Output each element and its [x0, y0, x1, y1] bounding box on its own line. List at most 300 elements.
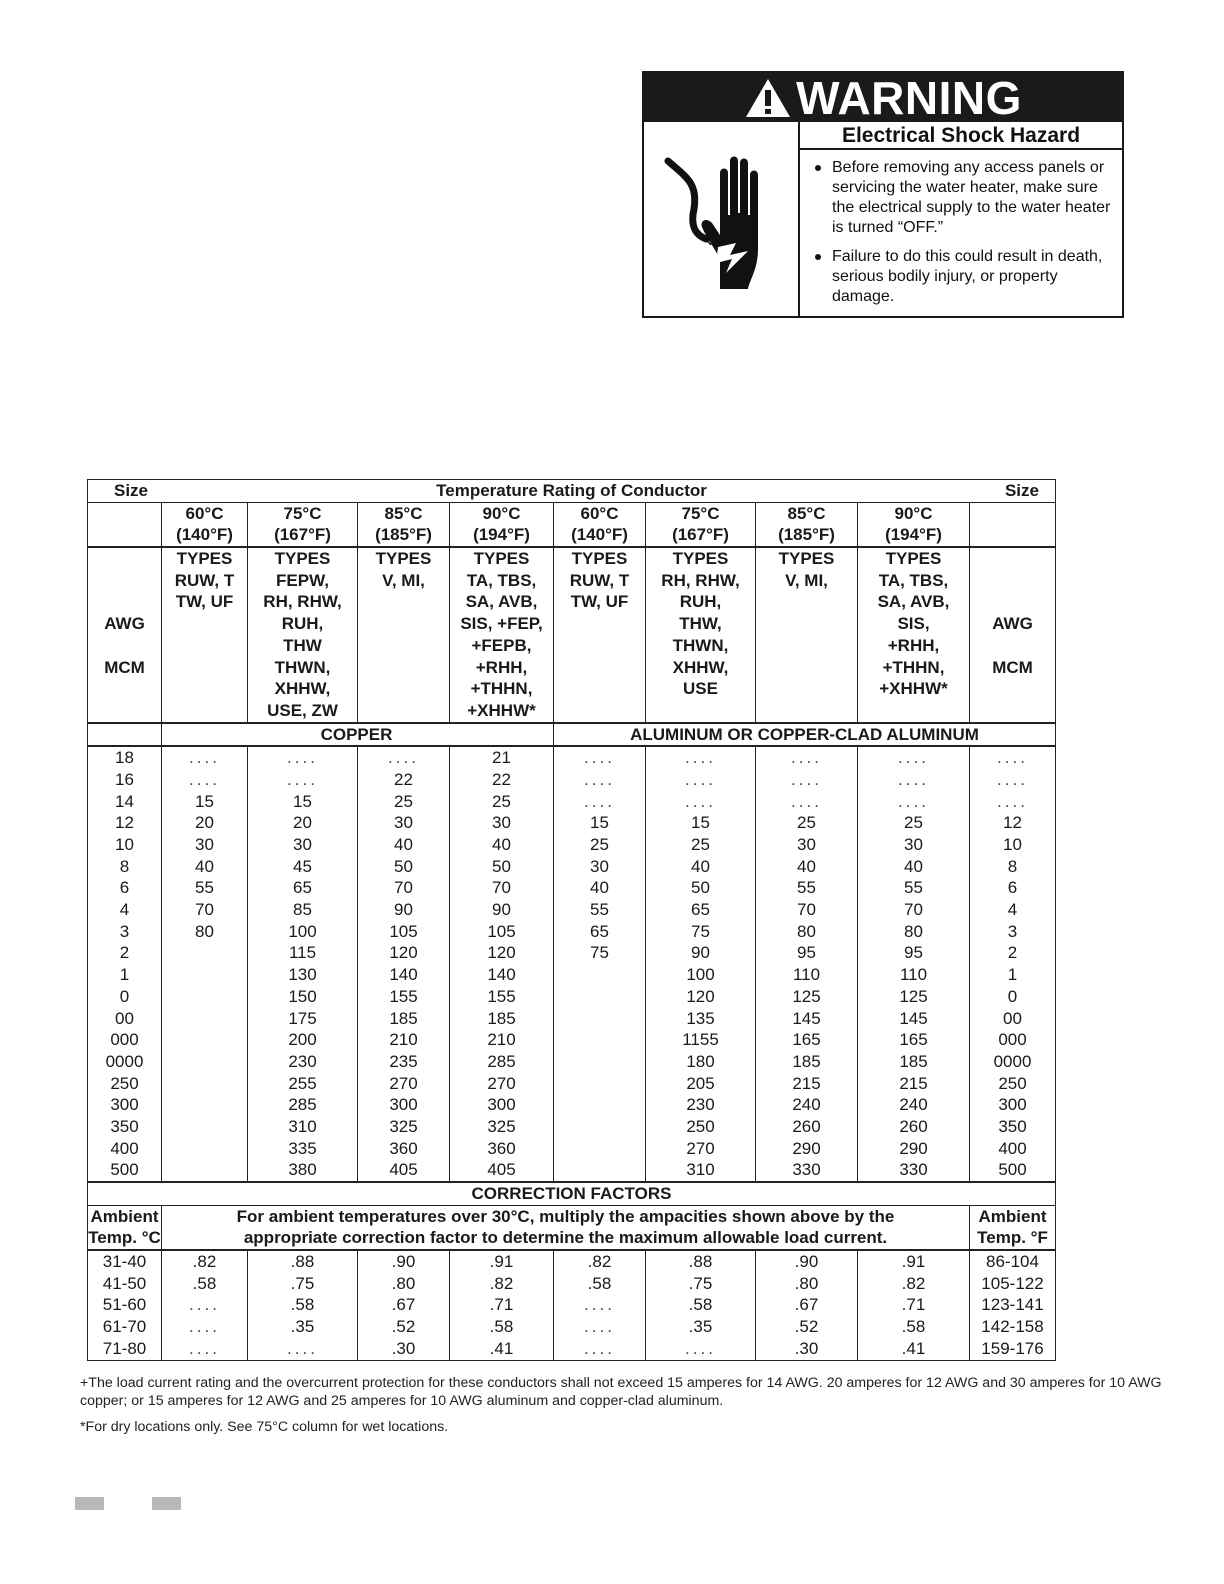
- ampacity-value: 140: [389, 965, 418, 985]
- temp-f-value: 123-141: [981, 1295, 1044, 1315]
- fahrenheit-rating: (140°F): [176, 525, 233, 545]
- conductor-types: [162, 547, 248, 723]
- aluminum-label: ALUMINUM OR COPPER-CLAD ALUMINUM: [554, 723, 1056, 747]
- size-value: 16: [115, 769, 134, 789]
- conductor-type-line: THWN,: [672, 635, 729, 655]
- temp-c-value: 61-70: [102, 1317, 147, 1337]
- correction-value: .41: [489, 1338, 514, 1358]
- ampacity-value: 70: [394, 878, 413, 898]
- ampacity-column: [646, 746, 756, 1182]
- ampacity-column: [756, 746, 858, 1182]
- conductor-type-line: V, MI,: [382, 570, 425, 590]
- ampacity-value: ....: [791, 748, 822, 768]
- ampacity-value: 130: [288, 965, 317, 985]
- size-value: 250: [110, 1073, 139, 1093]
- ampacity-value: ....: [189, 748, 220, 768]
- ampacity-value: 270: [686, 1138, 715, 1158]
- fahrenheit-rating: (140°F): [571, 525, 628, 545]
- conductor-type-line: TYPES: [274, 549, 331, 569]
- ampacity-value: 25: [394, 791, 413, 811]
- ampacity-value: 285: [288, 1095, 317, 1115]
- conductor-type-line: RUH,: [679, 592, 722, 612]
- correction-value: ....: [189, 1338, 220, 1358]
- ampacity-value: 55: [590, 900, 609, 920]
- ampacity-value: 55: [797, 878, 816, 898]
- ampacity-column: [162, 746, 248, 1182]
- ampacity-value: 25: [590, 835, 609, 855]
- correction-value: .30: [794, 1338, 819, 1358]
- ampacity-value: 405: [487, 1160, 516, 1180]
- ampacity-value: 50: [492, 856, 511, 876]
- conductor-type-line: +RHH,: [887, 635, 940, 655]
- ampacity-value: ....: [584, 791, 615, 811]
- ampacity-value: 165: [899, 1030, 928, 1050]
- correction-text-line: appropriate correction factor to determine the maximum allowable load current.: [243, 1228, 888, 1248]
- ampacity-value: 55: [195, 878, 214, 898]
- correction-value: .82: [489, 1273, 514, 1293]
- ampacity-value: 80: [904, 921, 923, 941]
- ampacity-value: 185: [899, 1051, 928, 1071]
- ampacity-value: 65: [590, 921, 609, 941]
- size-value: ....: [997, 748, 1028, 768]
- correction-value: .88: [290, 1252, 315, 1272]
- correction-value: .35: [290, 1317, 315, 1337]
- temp-f-column: [970, 1250, 1056, 1360]
- ampacity-value: 260: [899, 1116, 928, 1136]
- size-value: 12: [1003, 813, 1022, 833]
- ampacity-value: 25: [904, 813, 923, 833]
- warning-label: [642, 71, 1124, 318]
- size-value: 10: [1003, 835, 1022, 855]
- ampacity-value: ....: [388, 748, 419, 768]
- ampacity-value: 95: [904, 943, 923, 963]
- correction-value: .67: [794, 1295, 819, 1315]
- ampacity-value: 310: [686, 1160, 715, 1180]
- ampacity-value: 30: [904, 835, 923, 855]
- ampacity-value: 25: [797, 813, 816, 833]
- ampacity-value: 380: [288, 1160, 317, 1180]
- ampacity-value: 120: [487, 943, 516, 963]
- temperature-header: [358, 502, 450, 547]
- size-value: 14: [115, 791, 134, 811]
- ampacity-value: 65: [691, 900, 710, 920]
- ampacity-value: 300: [487, 1095, 516, 1115]
- ampacity-value: 22: [394, 769, 413, 789]
- conductor-type-line: TW, UF: [570, 592, 629, 612]
- ampacity-value: 15: [195, 791, 214, 811]
- temperature-header: [554, 502, 646, 547]
- conductor-type-line: XHHW,: [274, 679, 331, 699]
- correction-value: .71: [901, 1295, 926, 1315]
- ampacity-value: 310: [288, 1116, 317, 1136]
- ampacity-value: 155: [389, 986, 418, 1006]
- correction-column: [554, 1250, 646, 1360]
- ampacity-value: 100: [686, 965, 715, 985]
- ampacity-value: 330: [899, 1160, 928, 1180]
- size-value: 3: [119, 921, 130, 941]
- temp-c-value: 51-60: [102, 1295, 147, 1315]
- awg-mcm-right: [970, 547, 1056, 723]
- ampacity-value: ....: [898, 769, 929, 789]
- conductor-type-line: THWN,: [274, 657, 331, 677]
- ampacity-value: 75: [691, 921, 710, 941]
- size-value: 6: [1007, 878, 1018, 898]
- size-value: 12: [115, 813, 134, 833]
- correction-value: ....: [584, 1317, 615, 1337]
- conductor-type-line: TYPES: [473, 549, 530, 569]
- conductor-type-line: RH, RHW,: [661, 570, 740, 590]
- size-value: 400: [110, 1138, 139, 1158]
- ampacity-value: 135: [686, 1008, 715, 1028]
- ampacity-value: 70: [195, 900, 214, 920]
- mcm-label: MCM: [992, 657, 1033, 677]
- correction-value: .88: [688, 1252, 713, 1272]
- ampacity-value: 110: [899, 965, 928, 985]
- ampacity-value: 40: [394, 835, 413, 855]
- celsius-rating: 75°C: [283, 503, 322, 523]
- awg-label: AWG: [104, 614, 145, 634]
- size-value: 300: [998, 1095, 1027, 1115]
- ampacity-value: 120: [389, 943, 418, 963]
- correction-value: ....: [584, 1295, 615, 1315]
- ampacity-value: 325: [487, 1116, 516, 1136]
- ampacity-value: 80: [797, 921, 816, 941]
- size-value: 350: [998, 1116, 1027, 1136]
- size-value: 4: [1007, 900, 1018, 920]
- correction-value: .41: [901, 1338, 926, 1358]
- ampacity-value: 360: [487, 1138, 516, 1158]
- size-value: 00: [1003, 1008, 1022, 1028]
- correction-value: .91: [901, 1252, 926, 1272]
- celsius-rating: 75°C: [681, 503, 720, 523]
- ampacity-value: 15: [590, 813, 609, 833]
- ampacity-value: 185: [389, 1008, 418, 1028]
- fahrenheit-rating: (185°F): [778, 525, 835, 545]
- correction-value: .82: [587, 1252, 612, 1272]
- correction-instructions: [162, 1205, 970, 1250]
- ampacity-value: 95: [797, 943, 816, 963]
- alert-triangle-icon: [744, 77, 792, 119]
- ampacity-column: [858, 746, 970, 1182]
- correction-value: .80: [794, 1273, 819, 1293]
- size-value: 000: [998, 1030, 1027, 1050]
- correction-column: [646, 1250, 756, 1360]
- ampacity-value: 40: [195, 856, 214, 876]
- fahrenheit-rating: (167°F): [274, 525, 331, 545]
- conductor-types: [554, 547, 646, 723]
- conductor-type-line: +THHN,: [470, 679, 533, 699]
- page-marker: [75, 1497, 104, 1510]
- correction-value: .82: [901, 1273, 926, 1293]
- conductor-type-line: TYPES: [375, 549, 432, 569]
- ampacity-value: 200: [288, 1030, 317, 1050]
- ampacity-value: 270: [487, 1073, 516, 1093]
- ampacity-value: 70: [904, 900, 923, 920]
- correction-value: .75: [688, 1273, 713, 1293]
- ampacity-value: 80: [195, 921, 214, 941]
- conductor-type-line: SA, AVB,: [465, 592, 538, 612]
- ampacity-value: 100: [288, 921, 317, 941]
- ampacity-value: 120: [686, 986, 715, 1006]
- ampacity-value: 40: [904, 856, 923, 876]
- conductor-types: [358, 547, 450, 723]
- size-value: 1: [119, 965, 130, 985]
- temperature-header: [248, 502, 358, 547]
- ampacity-value: ....: [791, 769, 822, 789]
- correction-value: .58: [587, 1273, 612, 1293]
- ampacity-value: 330: [792, 1160, 821, 1180]
- conductor-types: [450, 547, 554, 723]
- ampacity-value: 75: [590, 943, 609, 963]
- conductor-type-line: FEPW,: [276, 570, 329, 590]
- conductor-type-line: +RHH,: [475, 657, 528, 677]
- ampacity-value: 55: [904, 878, 923, 898]
- temperature-header: [756, 502, 858, 547]
- conductor-types: [646, 547, 756, 723]
- fahrenheit-rating: (167°F): [672, 525, 729, 545]
- conductor-type-line: SIS, +FEP,: [460, 614, 543, 634]
- conductor-type-line: TYPES: [571, 549, 628, 569]
- correction-text-line: For ambient temperatures over 30°C, multiply the ampacities shown above by the: [236, 1206, 895, 1226]
- ampacity-value: 325: [389, 1116, 418, 1136]
- ampacity-value: 175: [288, 1008, 317, 1028]
- correction-value: ....: [189, 1317, 220, 1337]
- ampacity-value: 21: [492, 748, 511, 768]
- celsius-rating: 90°C: [482, 503, 521, 523]
- temp-f-value: 86-104: [986, 1252, 1039, 1272]
- ampacity-value: 20: [195, 813, 214, 833]
- ampacity-value: ....: [898, 791, 929, 811]
- ambient-f-line: Temp. °F: [977, 1228, 1048, 1248]
- ampacity-value: 30: [195, 835, 214, 855]
- ampacity-value: 300: [389, 1095, 418, 1115]
- conductor-type-line: SA, AVB,: [877, 592, 950, 612]
- correction-value: .67: [391, 1295, 416, 1315]
- size-value: 500: [998, 1160, 1027, 1180]
- copper-label: COPPER: [161, 723, 553, 747]
- celsius-rating: 90°C: [894, 503, 933, 523]
- celsius-rating: 85°C: [787, 503, 826, 523]
- ampacity-value: 255: [288, 1073, 317, 1093]
- ampacity-value: 360: [389, 1138, 418, 1158]
- ampacity-value: 40: [590, 878, 609, 898]
- ampacity-value: ....: [584, 748, 615, 768]
- ampacity-value: 45: [293, 856, 312, 876]
- ampacity-value: 290: [899, 1138, 928, 1158]
- correction-column: [450, 1250, 554, 1360]
- ampacity-value: ....: [685, 791, 716, 811]
- correction-value: .30: [391, 1338, 416, 1358]
- fahrenheit-rating: (185°F): [375, 525, 432, 545]
- correction-value: .58: [290, 1295, 315, 1315]
- ampacity-value: 1155: [682, 1030, 719, 1050]
- ampacity-value: 65: [293, 878, 312, 898]
- warning-bullets: [800, 158, 1122, 307]
- size-value: ....: [997, 791, 1028, 811]
- size-value: 6: [119, 878, 130, 898]
- ampacity-value: 40: [691, 856, 710, 876]
- ampacity-value: 405: [389, 1160, 418, 1180]
- plus-footnote: +The load current rating and the overcurrent protection for these conductors shall not exceed 15 amperes for 14 AWG. 20 amperes for 12 AWG and 30 amperes for 10 AWG copper; or 15 amperes for 12 AWG and 25 amperes for 10 AWG aluminum and copper-clad aluminum.: [80, 1375, 1162, 1409]
- ampacity-value: 270: [389, 1073, 418, 1093]
- correction-value: ....: [584, 1338, 615, 1358]
- size-value: 1: [1007, 965, 1018, 985]
- ampacity-value: 50: [394, 856, 413, 876]
- conductor-type-line: +XHHW*: [879, 679, 948, 699]
- blank-section-cell: [88, 723, 162, 747]
- conductor-type-line: THW,: [679, 614, 722, 634]
- size-label-right: Size: [1004, 481, 1039, 500]
- ampacity-value: 40: [492, 835, 511, 855]
- conductor-type-line: +FEPB,: [471, 635, 532, 655]
- correction-column: [248, 1250, 358, 1360]
- ampacity-value: 335: [288, 1138, 317, 1158]
- correction-value: ....: [189, 1295, 220, 1315]
- ampacity-value: ....: [287, 748, 318, 768]
- conductor-type-line: TYPES: [176, 549, 233, 569]
- correction-value: .75: [290, 1273, 315, 1293]
- ampacity-value: 125: [792, 986, 821, 1006]
- ampacity-value: 235: [389, 1051, 418, 1071]
- ampacity-value: 240: [899, 1095, 928, 1115]
- ampacity-value: 22: [492, 769, 511, 789]
- ampacity-value: 90: [394, 900, 413, 920]
- temp-f-value: 159-176: [981, 1338, 1044, 1358]
- temperature-header: [858, 502, 970, 547]
- conductor-type-line: XHHW,: [672, 657, 729, 677]
- correction-value: .58: [192, 1273, 217, 1293]
- temp-c-column: [88, 1250, 162, 1360]
- conductor-type-line: THW: [283, 635, 322, 655]
- ampacity-value: 15: [293, 791, 312, 811]
- temperature-header: [646, 502, 756, 547]
- size-value: 0: [119, 986, 130, 1006]
- size-value: 00: [115, 1008, 134, 1028]
- ampacity-value: 50: [691, 878, 710, 898]
- conductor-type-line: +THHN,: [882, 657, 945, 677]
- correction-value: .71: [489, 1295, 514, 1315]
- correction-value: .91: [489, 1252, 514, 1272]
- temp-f-value: 105-122: [981, 1273, 1044, 1293]
- ampacity-value: 140: [487, 965, 516, 985]
- conductor-types: [858, 547, 970, 723]
- ampacity-value: 105: [487, 921, 516, 941]
- temperature-header: [162, 502, 248, 547]
- correction-value: .35: [688, 1317, 713, 1337]
- ampacity-value: 185: [487, 1008, 516, 1028]
- table-title: Temperature Rating of Conductor: [436, 481, 707, 500]
- ampacity-value: 260: [792, 1116, 821, 1136]
- ampacity-value: ....: [189, 769, 220, 789]
- awg-label: AWG: [992, 614, 1033, 634]
- ampacity-value: 215: [899, 1073, 928, 1093]
- size-value: 000: [110, 1030, 139, 1050]
- hazard-title: Electrical Shock Hazard: [800, 122, 1122, 150]
- ampacity-value: 250: [686, 1116, 715, 1136]
- size-value: 250: [998, 1073, 1027, 1093]
- ampacity-value: 145: [899, 1008, 928, 1028]
- conductor-type-line: TA, TBS,: [878, 570, 949, 590]
- ampacity-value: ....: [685, 769, 716, 789]
- conductor-type-line: +XHHW*: [467, 700, 536, 720]
- size-value: 3: [1007, 921, 1018, 941]
- fahrenheit-rating: (194°F): [885, 525, 942, 545]
- size-value: 0000: [993, 1051, 1032, 1071]
- footnotes: [80, 1374, 1175, 1444]
- mcm-label: MCM: [104, 657, 145, 677]
- correction-value: .58: [688, 1295, 713, 1315]
- size-value: 400: [998, 1138, 1027, 1158]
- size-value: 0: [1007, 986, 1018, 1006]
- ampacity-value: 185: [792, 1051, 821, 1071]
- size-value: ....: [997, 769, 1028, 789]
- ampacity-value: 90: [492, 900, 511, 920]
- temp-c-value: 41-50: [102, 1273, 147, 1293]
- size-label-left: Size: [114, 481, 149, 500]
- size-value: 2: [1007, 943, 1018, 963]
- ampacity-value: 180: [686, 1051, 715, 1071]
- ampacity-value: 110: [792, 965, 821, 985]
- ampacity-value: 105: [389, 921, 418, 941]
- blank-header: [88, 502, 162, 547]
- awg-mcm-left: [88, 547, 162, 723]
- correction-column: [358, 1250, 450, 1360]
- size-value: 0000: [105, 1051, 144, 1071]
- correction-value: .58: [489, 1317, 514, 1337]
- temperature-header: [450, 502, 554, 547]
- ampacity-value: ....: [584, 769, 615, 789]
- size-value: 2: [119, 943, 130, 963]
- ampacity-value: ....: [791, 791, 822, 811]
- ampacity-value: 30: [394, 813, 413, 833]
- celsius-rating: 60°C: [580, 503, 619, 523]
- correction-value: .52: [794, 1317, 819, 1337]
- correction-value: .58: [901, 1317, 926, 1337]
- temp-c-value: 31-40: [102, 1252, 147, 1272]
- conductor-types: [248, 547, 358, 723]
- ampacity-value: 30: [797, 835, 816, 855]
- ambient-c-line: Ambient: [90, 1206, 159, 1226]
- correction-value: ....: [685, 1338, 716, 1358]
- ampacity-value: 125: [899, 986, 928, 1006]
- star-footnote: *For dry locations only. See 75°C column for wet locations.: [80, 1419, 449, 1435]
- size-value: 500: [110, 1160, 139, 1180]
- warning-banner: [644, 73, 1122, 122]
- ampacity-value: 230: [686, 1095, 715, 1115]
- size-column-right: [970, 746, 1056, 1182]
- conductor-type-line: TYPES: [778, 549, 835, 569]
- ambient-f-label: [970, 1205, 1056, 1250]
- correction-value: .52: [391, 1317, 416, 1337]
- size-value: 8: [119, 856, 130, 876]
- conductor-type-line: RUW, T: [569, 570, 630, 590]
- ampacity-value: 240: [792, 1095, 821, 1115]
- ampacity-column: [450, 746, 554, 1182]
- correction-column: [162, 1250, 248, 1360]
- size-column-left: [88, 746, 162, 1182]
- correction-factors-title: CORRECTION FACTORS: [88, 1182, 1056, 1205]
- ampacity-value: 30: [590, 856, 609, 876]
- conductor-types: [756, 547, 858, 723]
- conductor-type-line: SIS,: [897, 614, 930, 634]
- conductor-type-line: TA, TBS,: [466, 570, 537, 590]
- size-value: 18: [115, 748, 134, 768]
- blank-header: [970, 502, 1056, 547]
- ambient-c-label: [88, 1205, 162, 1250]
- ampacity-value: 15: [691, 813, 710, 833]
- page-marker: [152, 1497, 181, 1510]
- ampacity-value: ....: [287, 769, 318, 789]
